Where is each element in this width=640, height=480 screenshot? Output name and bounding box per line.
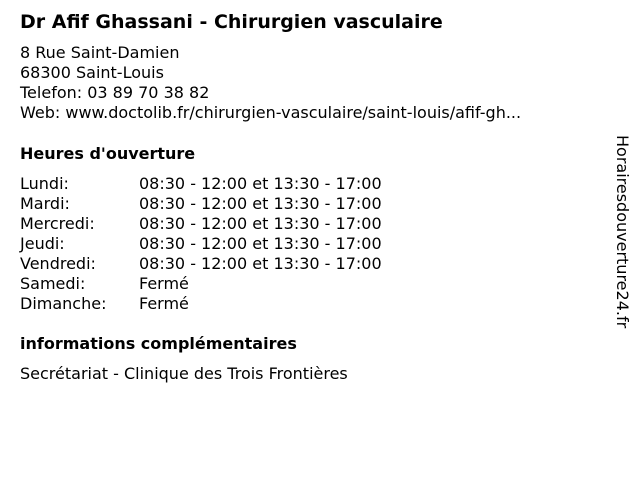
hours-value: Fermé [139, 274, 189, 293]
day-label: Lundi: [20, 174, 69, 193]
hours-row-saturday [20, 274, 382, 294]
hours-value: Fermé [139, 294, 189, 313]
day-label: Vendredi: [20, 254, 96, 273]
side-brand-watermark: Horairesdouverture24.fr [613, 135, 632, 329]
hours-value: 08:30 - 12:00 et 13:30 - 17:00 [139, 174, 382, 193]
hours-value: 08:30 - 12:00 et 13:30 - 17:00 [139, 214, 382, 233]
day-label: Samedi: [20, 274, 86, 293]
hours-row-tuesday [20, 194, 382, 214]
info-heading: informations complémentaires [20, 334, 297, 353]
hours-row-monday [20, 174, 382, 194]
hours-row-sunday [20, 294, 382, 314]
hours-row-wednesday [20, 214, 382, 234]
hours-value: 08:30 - 12:00 et 13:30 - 17:00 [139, 194, 382, 213]
info-text: Secrétariat - Clinique des Trois Frontières [20, 364, 348, 383]
day-label: Mercredi: [20, 214, 95, 233]
hours-row-thursday [20, 234, 382, 254]
website-link[interactable]: Web: www.doctolib.fr/chirurgien-vasculaire/saint-louis/afif-gh... [20, 103, 522, 122]
hours-heading: Heures d'ouverture [20, 144, 196, 163]
day-label: Jeudi: [20, 234, 65, 253]
hours-value: 08:30 - 12:00 et 13:30 - 17:00 [139, 234, 382, 253]
page-title: Dr Afif Ghassani - Chirurgien vasculaire [20, 11, 443, 33]
opening-hours-table [20, 174, 382, 314]
day-label: Dimanche: [20, 294, 107, 313]
phone-number: Telefon: 03 89 70 38 82 [20, 83, 210, 102]
address-block [20, 43, 521, 123]
hours-row-friday [20, 254, 382, 274]
address-city: 68300 Saint-Louis [20, 63, 164, 82]
day-label: Mardi: [20, 194, 70, 213]
address-street: 8 Rue Saint-Damien [20, 43, 180, 62]
hours-value: 08:30 - 12:00 et 13:30 - 17:00 [139, 254, 382, 273]
